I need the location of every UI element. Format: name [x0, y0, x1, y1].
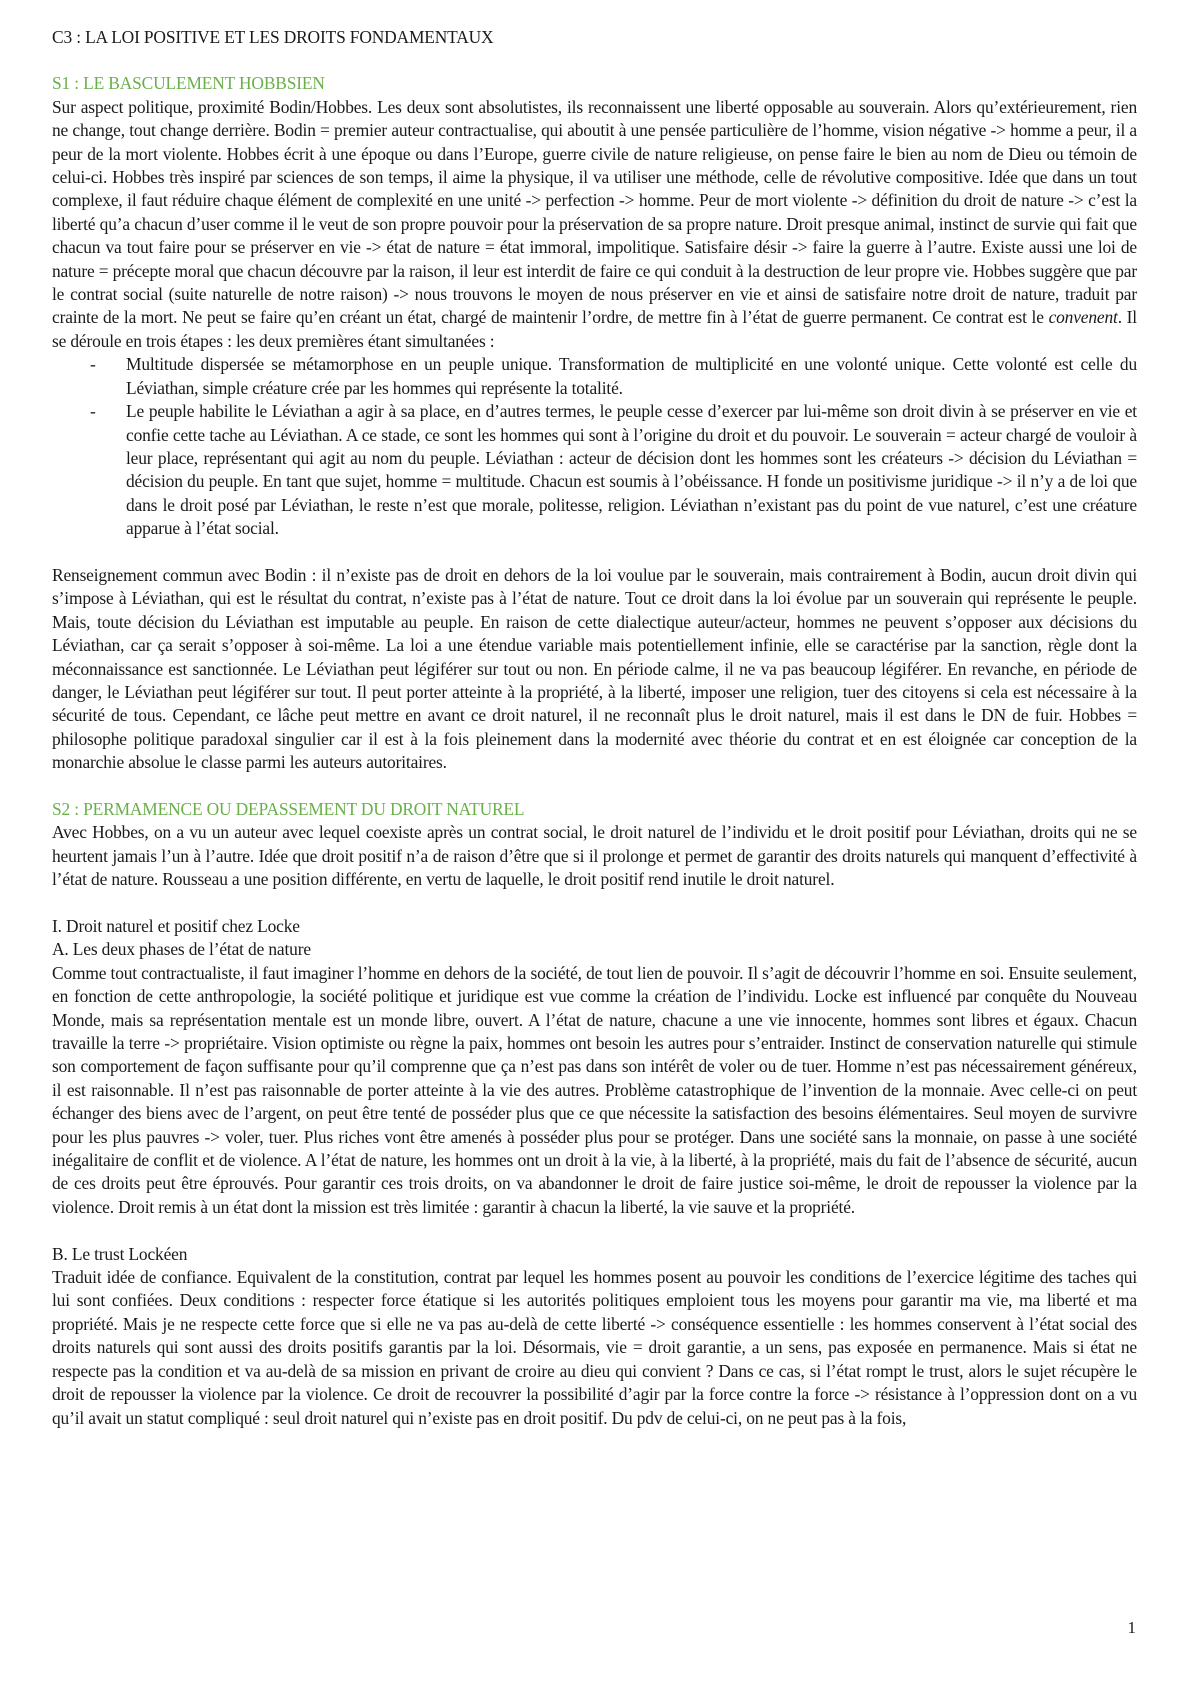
section-1-heading: S1 : LE BASCULEMENT HOBBSIEN [52, 73, 325, 94]
section-2-paragraph-1: Avec Hobbes, on a vu un auteur avec lequel coexiste après un contrat social, le droit naturel de l’individu et le droit positif pour Léviathan, droits qui ne se heurtent jamais l’un à l’autre. Idée que droit positif n’a de raison d’être que si il prolonge et permet de garantir des droits naturels qui manquent d’effectivité à l’état de nature. Rousseau a une position différente, en vertu de laquelle, le droit positif rend inutile le droit naturel. [52, 822, 1137, 890]
paragraph-spacer [52, 541, 1137, 564]
part-a-paragraph: Comme tout contractualiste, il faut imaginer l’homme en dehors de la société, de tout lien de pouvoir. Il s’agit de découvrir l’homme en soi. Ensuite seulement, en fonction de cette anthropologie, la société politique et juridique est vue comme la création de l’individu. Locke est influencé par conquête du Nouveau Monde, mais sa représentation mentale est un monde libre, ouvert. A l’état de nature, chacune a une vie innocente, hommes sont libres et égaux. Chacun travaille la terre -> propriétaire. Vision optimiste ou règne la paix, hommes ont besoin les autres pour s’entraider. Instinct de conservation naturelle qui stimule son comportement de façon suffisante pour qu’il comprenne que ça n’est pas dans son intérêt de voler ou de tuer. Homme n’est pas nécessairement généreux, il est raisonnable. Il n’est pas raisonnable de porter atteinte à la vie des autres. Problème catastrophique de l’invention de la monnaie. Avec celle-ci on peut échanger des biens avec de l’argent, on peut être tenté de posséder plus que ce que nécessite la satisfaction des besoins élémentaires. Seul moyen de survivre pour les plus pauvres -> voler, tuer. Plus riches vont être amenés à posséder plus pour se protéger. Dans une société sans la monnaie, on passe à une société inégalitaire de conflit et de violence. A l’état de nature, les hommes ont un droit à la vie, à la liberté, à la propriété, mais du fait de l’absence de sécurité, aucun de ces droits peut être éprouvés. Pour garantir ces trois droits, on va abandonner le droit de faire justice soi-même, le droit de repousser la violence par la violence. Droit remis à un état dont la mission est très limitée : garantir à chacun la liberté, la vie sauve et la propriété. [52, 962, 1137, 1217]
paragraph-spacer [52, 892, 1137, 915]
section-1-paragraph-1 [52, 96, 1137, 353]
page-number: 1 [1127, 1618, 1136, 1637]
document-page [52, 26, 1137, 1430]
section-1-bullet-list [52, 353, 1137, 540]
part-a-title: A. Les deux phases de l’état de nature [52, 939, 311, 960]
part-1-title: I. Droit naturel et positif chez Locke [52, 915, 300, 936]
section-2-heading: S2 : PERMAMENCE OU DEPASSEMENT DU DROIT NATUREL [52, 798, 525, 819]
dash-bullet: - [90, 354, 96, 375]
paragraph-spacer [52, 775, 1137, 798]
part-b-title: B. Le trust Lockéen [52, 1243, 188, 1264]
list-item-text: Multitude dispersée se métamorphose en un peuple unique. Transformation de multiplicité en une volonté unique. Cette volonté est celle du Léviathan, simple créature crée par les hommes qui représente la totalité. [126, 354, 1137, 398]
list-item-text: Le peuple habilite le Léviathan a agir à sa place, en d’autres termes, le peuple cesse d’exercer par lui-même son droit divin à se préserver en vie et confie cette tache au Léviathan. A ce stade, ce sont les hommes qui sont à l’origine du droit et du pouvoir. Le souverain = acteur chargé de vouloir à leur place, représentant qui agit au nom du peuple. Léviathan : acteur de décision dont les hommes sont les créateurs -> décision du Léviathan = décision du peuple. En tant que sujet, homme = multitude. Chacun est soumis à l’obéissance. H fonde un positivisme juridique -> il n’y a de loi que dans le droit posé par Léviathan, le reste n’est que morale, politesse, religion. Léviathan n’existant pas du point de vue naturel, c’est une créature apparue à l’état social. [126, 401, 1137, 539]
part-b-paragraph: Traduit idée de confiance. Equivalent de la constitution, contrat par lequel les hommes posent au pouvoir les conditions de l’exercice légitime des taches qui lui sont confiées. Deux conditions : respecter force étatique si les autorités politiques emploient tous les moyens pour garantir ma vie, ma liberté et ma propriété. Mais je ne respecte cette force que si elle ne va pas au-delà de cette liberté -> conséquence essentielle : les hommes conservent à l’état social des droits naturels qui sont aussi des droits positifs garantis par la loi. Désormais, vie = droit garantie, a un sens, pas exposée en permanence. Mais si état ne respecte pas la condition et va au-delà de sa mission en privant de croire au dieu qui convient ? Dans ce cas, si l’état rompt le trust, alors le sujet récupère le droit de repousser la violence par la violence. Ce droit de recouvrer la possibilité d’agir par la force contre la force -> résistance à l’oppression dont on a vu qu’il avait un statut compliqué : seul droit naturel qui n’existe pas en droit positif. Du pdv de celui-ci, on ne peut pas à la fois, [52, 1267, 1137, 1428]
list-item [90, 400, 1137, 540]
list-item [90, 353, 1137, 400]
dash-bullet: - [90, 401, 96, 422]
paragraph-spacer [52, 1219, 1137, 1242]
italic-term: convenent [1048, 307, 1118, 328]
paragraph-text: Sur aspect politique, proximité Bodin/Hobbes. Les deux sont absolutistes, ils reconnaissent une liberté opposable au souverain. Alors qu’extérieurement, rien ne change, tout change derrière. Bodin = premier auteur contractualise, qui aboutit à une pensée particulière de l’homme, vision négative -> homme a peur, il a peur de la mort violente. Hobbes écrit à une époque ou dans l’Europe, guerre civile de nature religieuse, on pense faire le bien au nom de Dieu ou témoin de celui-ci. Hobbes très inspiré par sciences de son temps, il aime la physique, il va utiliser une méthode, celle de révolutive compositive. Idée que dans un tout complexe, il faut réduire chaque élément de complexité en une unité -> perfection -> homme. Peur de mort violente -> définition du droit de nature -> c’est la liberté qu’a chacun d’user comme il le veut de son propre pouvoir pour la préservation de sa propre nature. Droit presque animal, instinct de survie qui fait que chacun va tout faire pour se préserver en vie -> état de nature = état immoral, impolitique. Satisfaire désir -> faire la guerre à l’autre. Existe aussi une loi de nature = précepte moral que chacun découvre par la raison, il leur est interdit de faire ce qui conduit à la destruction de leur propre vie. Hobbes suggère que par le contrat social (suite naturelle de notre raison) -> nous trouvons le moyen de nous préserver en vie et ainsi de satisfaire notre droit de nature, traduit par crainte de la mort. Ne peut se faire qu’en créant un état, chargé de maintenir l’ordre, de mettre fin à l’état de guerre permanent. Ce contrat est le [52, 96, 1137, 328]
section-1-paragraph-2: Renseignement commun avec Bodin : il n’existe pas de droit en dehors de la loi voulue par le souverain, mais contrairement à Bodin, aucun droit divin qui s’impose à Léviathan, qui est le résultat du contrat, n’existe pas à l’état de nature. Tout ce droit dans la loi évolue par un souverain qui représente le peuple. Mais, toute décision du Léviathan est imputable au peuple. En raison de cette dialectique auteur/acteur, hommes ne peuvent s’opposer aux décisions du Léviathan, car ça serait s’opposer à soi-même. La loi a une étendue variable mais potentiellement infinie, elle se caractérise par la sanction, règle dont la méconnaissance est sanctionnée. Le Léviathan peut légiférer sur tout ou non. En période calme, il ne va pas beaucoup légiférer. En revanche, en période de danger, le Léviathan peut légiférer sur tout. Il peut porter atteinte à la propriété, à la liberté, imposer une religion, tuer des citoyens si cela est nécessaire à la sécurité de tous. Cependant, ce lâche peut mettre en avant ce droit naturel, il ne reconnaît plus le droit naturel, mais il est dans le DN de fuir. Hobbes = philosophe politique paradoxal singulier car il est à la fois pleinement dans la modernité avec théorie du contrat et en est éloignée car conception de la monarchie absolue le classe parmi les auteurs autoritaires. [52, 564, 1137, 773]
paragraph-text: . Il se déroule en trois étapes : les deux premières étant simultanées : [52, 307, 1137, 351]
document-title: C3 : LA LOI POSITIVE ET LES DROITS FONDAMENTAUX [52, 27, 494, 47]
